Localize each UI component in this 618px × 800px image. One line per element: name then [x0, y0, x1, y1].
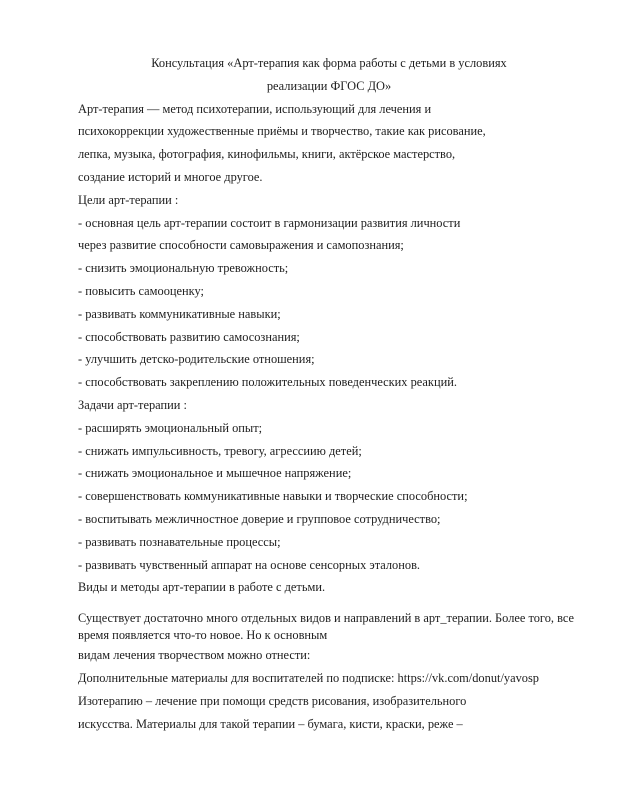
text-line: - улучшить детско-родительские отношения; — [78, 352, 315, 367]
text-line: - снизить эмоциональную тревожность; — [78, 261, 289, 276]
document-title-line: Консультация «Арт-терапия как форма работы с детьми в условиях — [151, 56, 507, 70]
text-line: Виды и методы арт-терапии в работе с детьми. — [78, 580, 326, 595]
text-line: Цели арт-терапии : — [78, 192, 179, 207]
text-line: - расширять эмоциональный опыт; — [78, 420, 263, 435]
text-line: Задачи арт-терапии : — [78, 397, 187, 412]
text-line: - снижать импульсивность, тревогу, агрессиию детей; — [78, 443, 362, 458]
text-line: - совершенствовать коммуникативные навыки и творческие способности; — [78, 489, 468, 504]
document-title-line: реализации ФГОС ДО» — [266, 78, 392, 93]
text-line: Существует достаточно много отдельных видов и направлений в арт_терапии. Более того, все — [78, 611, 575, 626]
text-line: искусства. Материалы для такой терапии – бумага, кисти, краски, реже – — [78, 716, 463, 731]
text-line: видам лечения творчеством можно отнести: — [78, 648, 311, 663]
text-line: - воспитывать межличностное доверие и групповое сотрудничество; — [78, 511, 441, 526]
text-line: Изотерапию – лечение при помощи средств рисования, изобразительного — [78, 693, 467, 708]
text-line: психокоррекции художественные приёмы и творчество, такие как рисование, — [78, 124, 486, 139]
text-line: лепка, музыка, фотография, кинофильмы, книги, актёрское мастерство, — [78, 147, 456, 162]
text-line: - основная цель арт-терапии состоит в гармонизации развития личности — [78, 215, 461, 230]
document-text — [78, 52, 580, 735]
text-line: создание историй и многое другое. — [78, 169, 263, 184]
text-line: через развитие способности самовыражения и самопознания; — [78, 238, 404, 253]
text-line: - способствовать развитию самосознания; — [78, 329, 300, 344]
text-line: - развивать чувственный аппарат на основе сенсорных эталонов. — [78, 557, 421, 572]
text-line: - повысить самооценку; — [78, 283, 204, 298]
text-line: - снижать эмоциональное и мышечное напряжение; — [78, 466, 352, 481]
text-line: Дополнительные материалы для воспитателей по подписке: https://vk.com/donut/yavosp — [78, 670, 539, 685]
text-line: - развивать познавательные процессы; — [78, 534, 281, 549]
text-line: Арт-терапия — метод психотерапии, использующий для лечения и — [78, 101, 432, 116]
text-line: время появляется что-то новое. Но к основным — [78, 628, 328, 643]
text-line: - способствовать закреплению положительных поведенческих реакций. — [78, 375, 457, 390]
text-line: - развивать коммуникативные навыки; — [78, 306, 281, 321]
